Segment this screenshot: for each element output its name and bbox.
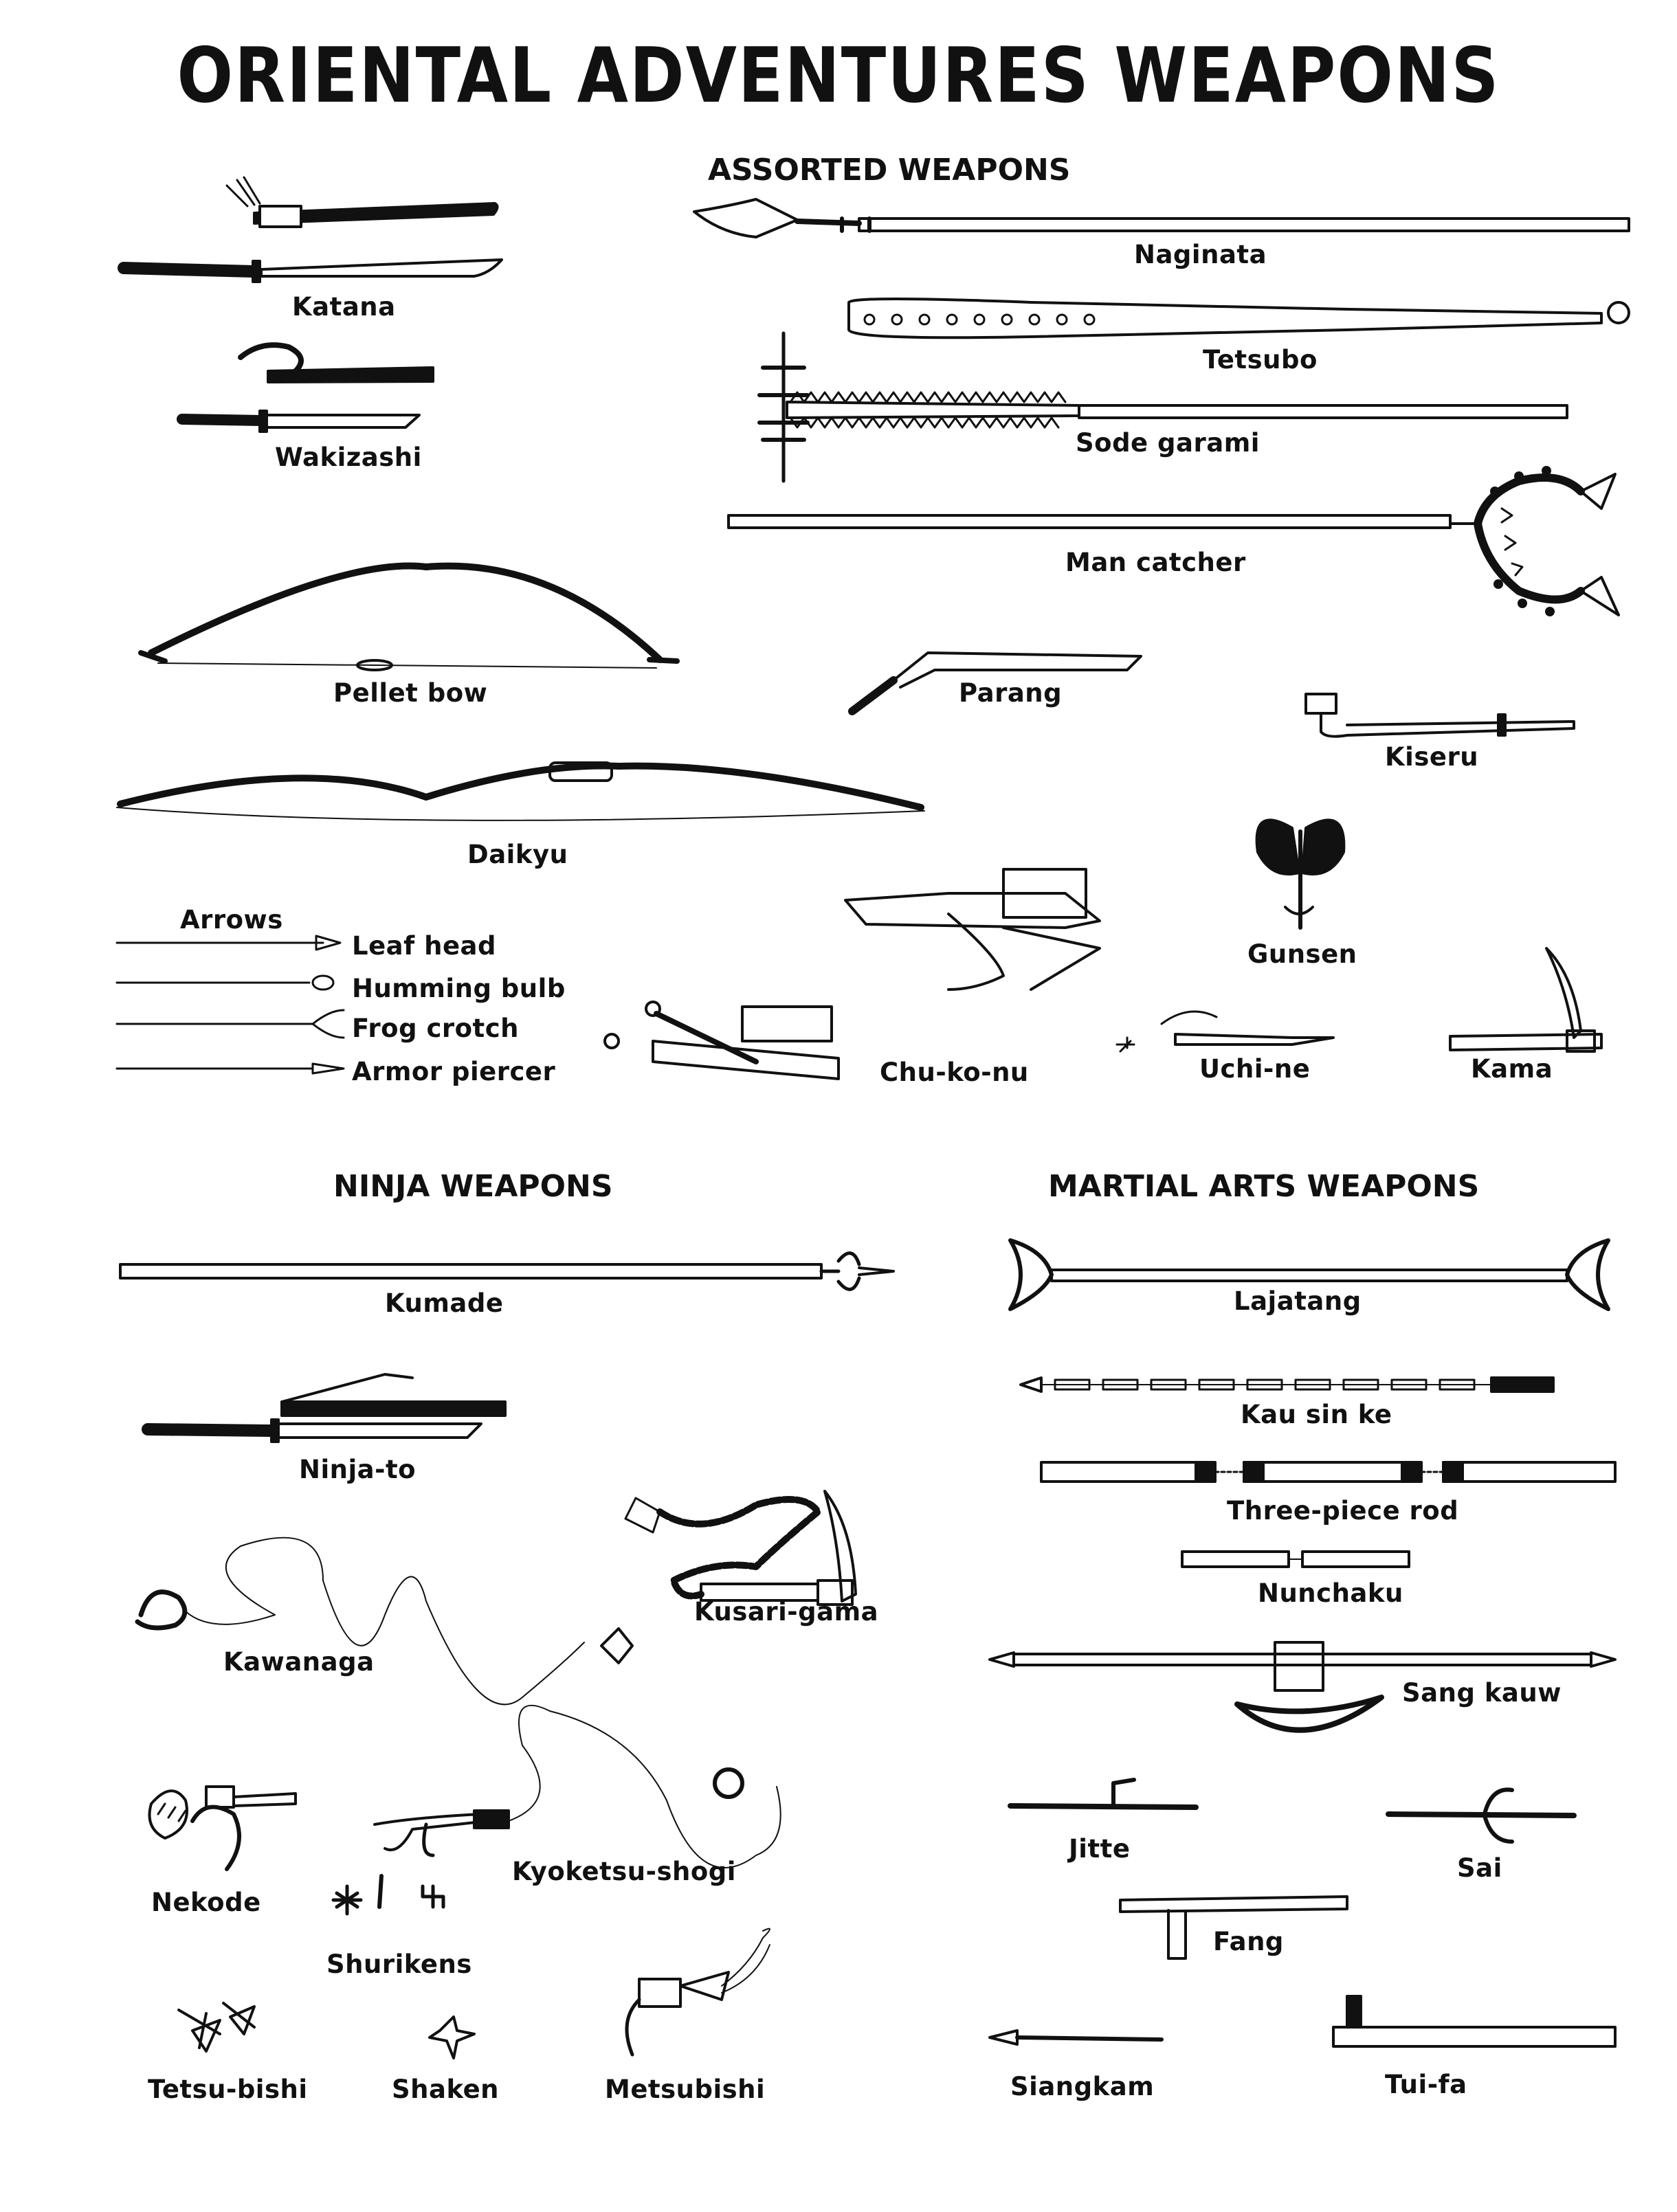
label-frog-crotch: Frog crotch <box>352 1014 520 1043</box>
label-daikyu: Daikyu <box>467 840 568 869</box>
label-gunsen: Gunsen <box>1247 939 1357 969</box>
label-kusari-gama: Kusari-gama <box>694 1597 879 1627</box>
label-sai: Sai <box>1457 1853 1502 1883</box>
label-jitte: Jitte <box>1069 1834 1131 1864</box>
label-tetsu-bishi: Tetsu-bishi <box>148 2075 308 2104</box>
naginata-illustration <box>694 199 1629 237</box>
gunsen-illustration <box>1257 820 1344 928</box>
kau-sin-ke-illustration <box>1021 1378 1553 1392</box>
label-kama: Kama <box>1471 1054 1553 1084</box>
section-martial-arts-weapons: MARTIAL ARTS WEAPONS <box>1048 1169 1480 1204</box>
sode-garami-illustration <box>759 333 1567 481</box>
label-katana: Katana <box>292 292 396 322</box>
label-kiseru: Kiseru <box>1385 742 1479 772</box>
label-metsubishi: Metsubishi <box>605 2075 766 2104</box>
label-leaf-head: Leaf head <box>352 931 497 961</box>
label-man-catcher: Man catcher <box>1065 548 1246 577</box>
kama-illustration <box>1450 948 1601 1051</box>
label-tui-fa: Tui-fa <box>1385 2070 1467 2099</box>
label-sang-kauw: Sang kauw <box>1402 1678 1562 1708</box>
kawanaga-illustration <box>137 1538 632 1705</box>
tui-fa-illustration <box>1333 1996 1615 2046</box>
shaken-illustration <box>430 2017 474 2058</box>
three-piece-rod-illustration <box>1041 1462 1615 1482</box>
sai-illustration <box>1388 1789 1574 1842</box>
wakizashi-illustration <box>182 345 433 432</box>
tetsu-bishi-illustration <box>179 2003 254 2051</box>
label-sode-garami: Sode garami <box>1076 428 1260 458</box>
kumade-illustration <box>120 1253 893 1290</box>
label-nunchaku: Nunchaku <box>1258 1578 1403 1608</box>
label-kumade: Kumade <box>385 1288 504 1318</box>
label-shurikens: Shurikens <box>326 1950 472 1979</box>
daikyu-illustration <box>117 763 924 820</box>
uchi-ne-illustration <box>1117 1012 1333 1051</box>
label-chu-ko-nu: Chu-ko-nu <box>880 1058 1029 1087</box>
katana-illustration <box>124 177 502 282</box>
chu-ko-nu-illustration <box>605 869 1100 1079</box>
nekode-illustration <box>150 1787 296 1869</box>
section-assorted-weapons: ASSORTED WEAPONS <box>708 153 1071 188</box>
label-siangkam: Siangkam <box>1010 2072 1155 2101</box>
ninja-to-illustration <box>148 1374 505 1442</box>
kiseru-illustration <box>1306 694 1574 737</box>
label-ninja-to: Ninja-to <box>299 1455 417 1484</box>
label-kau-sin-ke: Kau sin ke <box>1241 1400 1392 1429</box>
label-kyoketsu-shogi: Kyoketsu-shogi <box>512 1857 736 1886</box>
label-kawanaga: Kawanaga <box>223 1647 375 1677</box>
pellet-bow-illustration <box>141 566 677 670</box>
nunchaku-illustration <box>1182 1552 1409 1567</box>
siangkam-illustration <box>990 2031 1162 2044</box>
label-pellet-bow: Pellet bow <box>333 678 488 708</box>
label-armor-piercer: Armor piercer <box>352 1057 556 1086</box>
label-fang: Fang <box>1213 1927 1284 1956</box>
label-wakizashi: Wakizashi <box>275 443 422 472</box>
man-catcher-illustration <box>729 466 1619 616</box>
metsubishi-illustration <box>627 1929 770 2055</box>
label-arrows: Arrows <box>180 905 283 935</box>
label-three-piece-rod: Three-piece rod <box>1227 1496 1459 1526</box>
label-naginata: Naginata <box>1134 240 1267 269</box>
label-shaken: Shaken <box>392 2075 500 2104</box>
jitte-illustration <box>1010 1780 1196 1807</box>
arrows-illustration <box>117 936 344 1073</box>
kusari-gama-illustration <box>625 1491 856 1605</box>
label-parang: Parang <box>959 678 1063 708</box>
label-humming-bulb: Humming bulb <box>352 974 566 1003</box>
label-nekode: Nekode <box>151 1888 261 1917</box>
page-title: ORIENTAL ADVENTURES WEAPONS <box>177 31 1500 120</box>
shurikens-illustration <box>333 1876 443 1914</box>
section-ninja-weapons: NINJA WEAPONS <box>333 1169 613 1204</box>
label-tetsubo: Tetsubo <box>1203 345 1318 375</box>
tetsubo-illustration <box>849 299 1629 337</box>
kyoketsu-shogi-illustration <box>375 1706 781 1868</box>
label-uchi-ne: Uchi-ne <box>1199 1054 1311 1084</box>
label-lajatang: Lajatang <box>1234 1286 1362 1316</box>
